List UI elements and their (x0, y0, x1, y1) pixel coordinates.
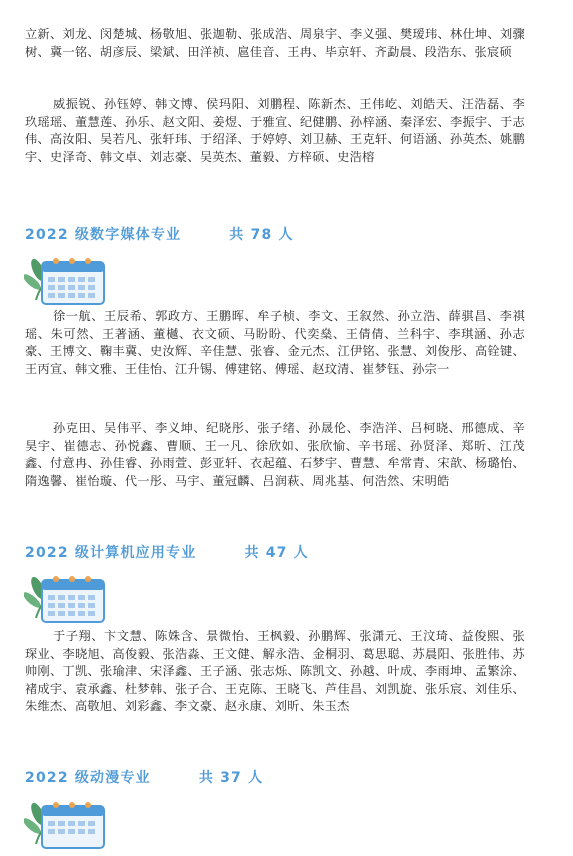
section-count: 共 37 人 (198, 770, 264, 786)
name-list-paragraph: 威振锐、孙钰婷、韩文博、侯玛阳、刘鹏程、陈新杰、王伟屹、刘皓天、汪浩磊、李玖瑶瑶、董慧莲、孙乐、赵文阳、姜煜、于雅宣、纪健鹏、孙梓涵、秦泽宏、李振宇、于志伟、高汝阳、吴若凡、张轩玮、于绍泽、于婷婷、刘卫赫、王克轩、何语涵、孙英杰、姚鹏宇、史泽奇、韩文卓、刘志豪、吴英杰、董毅、方梓硕、史浩榕 (25, 97, 525, 164)
section-title: 2022 级计算机应用专业 (25, 545, 197, 561)
calendar-icon (24, 574, 108, 624)
calendar-icon (24, 800, 108, 850)
section-heading-animation (25, 767, 263, 787)
name-list-paragraph: 于子翔、卞文慧、陈姝含、景微怡、王枫毅、孙鹏辉、张潇元、王汶琦、益俊熙、张琛业、李晓旭、高俊毅、张浩淼、王文健、解永浩、金桐羽、葛思聪、苏晨阳、张胜伟、苏帅刚、丁凯、张瑜津、宋泽鑫、王子涵、张志烁、陈凯文、孙越、叶成、李雨坤、孟繁涂、褚成宇、袁承鑫、杜梦韩、张子合、王克陈、王晓飞、芦佳昌、刘凯旋、张乐宸、刘佳乐、朱维杰、高敬旭、刘彩鑫、李文豪、赵永康、刘昕、朱玉杰 (25, 629, 525, 714)
name-list-paragraph: 孙克田、吴伟平、李义坤、纪晓彤、张子绪、孙晟伦、李浩洋、吕柯晓、邢德成、辛昊宇、崔德志、孙悦鑫、曹顺、王一凡、徐欣如、张欣愉、辛书瑶、孙贤泽、郑昕、江茂鑫、付意冉、孙佳睿、孙雨萱、彭亚轩、衣起蕴、石梦宇、曹慧、牟常青、宋歆、杨璐怡、隋逸馨、崔怡璇、代一彤、马宇、董冠麟、吕润萩、周兆基、何浩然、宋明皓 (25, 421, 525, 488)
section-heading-computer-application (25, 542, 309, 562)
section-heading-digital-media (25, 224, 294, 244)
name-list-paragraph: 立新、刘龙、闵楚城、杨敬旭、张迦勒、张成浩、周泉宇、李义强、樊瑷玮、林仕坤、刘骤树、冀一铭、胡彦辰、梁斌、田洋祯、扈佳音、王冉、毕京轩、齐勐晨、段浩东、张宸硕 (25, 27, 525, 59)
section-title: 2022 级数字媒体专业 (25, 227, 182, 243)
section-count: 共 78 人 (229, 227, 294, 243)
section-title: 2022 级动漫专业 (25, 770, 151, 786)
name-list-paragraph: 徐一航、王辰希、郭政方、王鹏晖、牟子桢、李文、王叙然、孙立浩、薛骐昌、李祺瑶、朱可然、王著涵、董樾、衣文硕、马盼盼、代奕燊、王倩倩、兰科宇、李琪涵、孙志豪、王博文、鞠丰冀、史汝辉、辛佳慧、张睿、金元杰、江伊铭、张慧、刘俊彤、高铨键、王丙宣、韩文雅、王佳怡、江升锡、傅建铭、傅瑶、赵玟清、崔梦钰、孙宗一 (25, 309, 525, 376)
calendar-icon (24, 256, 108, 306)
section-count: 共 47 人 (244, 545, 309, 561)
